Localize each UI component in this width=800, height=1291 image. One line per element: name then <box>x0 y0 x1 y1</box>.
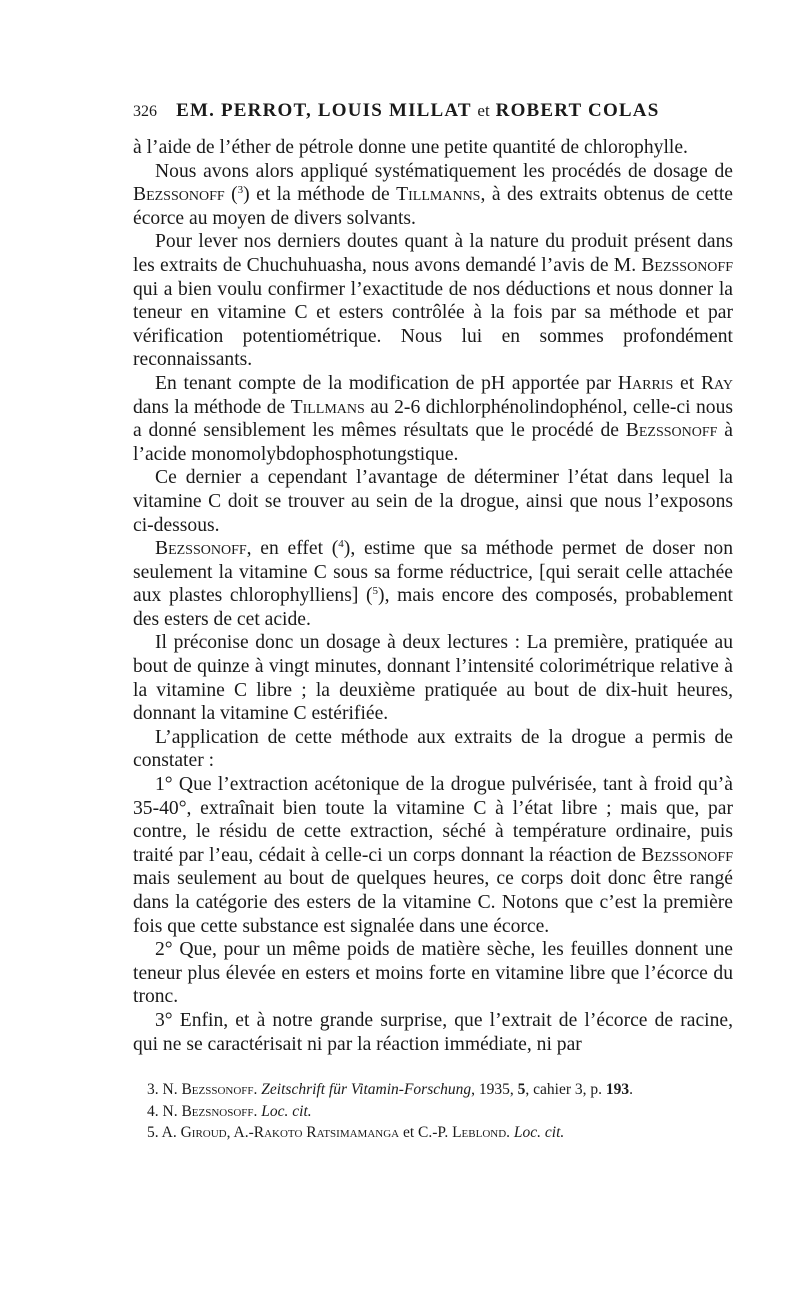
text-run: qui a bien voulu confirmer l’exactitude de nos déductions et nous donner la teneur en vitamine C et esters contrôlée à la fois par sa méthode et par vérification potentiométrique. Nous lui en sommes profondément reconnaissants. <box>133 278 733 371</box>
footnote-author: Leblond <box>452 1124 507 1141</box>
footnote-ref: 3 <box>237 184 244 197</box>
paragraph-11: 3° Enfin, et à notre grande surprise, que l’extrait de l’écorce de racine, qui ne se caractérisait ni par la réaction immédiate, ni par <box>133 1009 733 1055</box>
body-text <box>133 136 733 1056</box>
footnote-3 <box>147 1079 737 1101</box>
paragraph-8: L’application de cette méthode aux extraits de la drogue a permis de constater : <box>133 726 733 772</box>
author-name: Bezssonoff <box>155 538 247 560</box>
paragraph-4 <box>133 372 733 466</box>
footnote-author: Bezsnosoff <box>181 1102 254 1120</box>
footnote-5 <box>147 1122 737 1144</box>
footnote-title: Loc. cit. <box>513 1124 565 1141</box>
page-number: 326 <box>133 103 157 120</box>
footnote-ref: 5 <box>372 585 379 598</box>
footnote-4 <box>147 1101 737 1123</box>
footnote-title: Zeitschrift für Vitamin-Forschung <box>261 1081 472 1098</box>
running-head-author-last: ROBERT COLAS <box>495 100 660 121</box>
text-run: En tenant compte de la modification de pH apportée par <box>155 372 618 394</box>
text-run: dans la méthode de <box>133 396 291 418</box>
footnote-number: 5. A. <box>147 1124 181 1141</box>
text-run: à l’acide monomolybdophosphotungstique. <box>133 420 733 465</box>
text-run: 1° Que l’extraction acétonique de la drogue pulvérisée, tant à froid qu’à 35-40°, extraînait bien toute la vitamine C à l’état libre ; mais que, par contre, le résidu de cette extraction, séché à température ordinaire, puis traité par l’eau, cédait à celle-ci un corps donnant la réaction de <box>133 774 733 866</box>
paragraph-6 <box>133 537 733 631</box>
text-run: . <box>629 1081 633 1098</box>
author-name: Bezssonoff <box>641 254 733 276</box>
footnote-ref: 4 <box>338 538 344 551</box>
text-run: ), estime que sa méthode permet de doser non seulement la vitamine C sous sa forme réductrice, [qui serait celle attachée aux plastes chlorophylliens] ( <box>133 538 733 607</box>
text-run: et la méthode de <box>249 184 397 206</box>
footnotes <box>147 1079 737 1144</box>
footnote-title: Loc. cit. <box>261 1102 312 1120</box>
paragraph-10: 2° Que, pour un même poids de matière sèche, les feuilles donnent une teneur plus élevée en esters et moins forte en vitamine libre que l’écorce du tronc. <box>133 939 733 1008</box>
footnote-author: Rakoto Ratsimamanga <box>253 1124 400 1141</box>
footnote-author: Bezssonoff <box>181 1081 254 1098</box>
text-run: , cahier 3, p. <box>525 1081 606 1098</box>
text-run: . <box>253 1081 262 1098</box>
text-run: Pour lever nos derniers doutes quant à la nature du produit présent dans les extraits de Chuchuhuasha, nous avons demandé l’avis de M. <box>133 231 733 276</box>
text-run: Nous avons alors appliqué systématiquement les procédés de dosage de <box>155 160 733 182</box>
footnote-page: 193 <box>605 1081 630 1098</box>
paragraph-5: Ce dernier a cependant l’avantage de déterminer l’état dans lequel la vitamine C doit se trouver au sein de la drogue, ainsi que nous l’exposons ci-dessous. <box>133 467 733 536</box>
author-name: Bezssonoff <box>133 184 225 206</box>
text-run: mais seulement au bout de quelques heures, ce corps doit donc être rangé dans la catégorie des esters de la vitamine C. Notons que c’est la première fois que cette substance est signalée dans une écorce. <box>133 868 733 937</box>
text-run: au 2-6 dichlorphénolindophénol, celle-ci nous a donné sensiblement les mêmes résultats que le procédé de <box>133 396 733 442</box>
text-run: , A.- <box>226 1124 254 1141</box>
author-name: Ray <box>700 372 733 394</box>
paragraph-1: à l’aide de l’éther de pétrole donne une petite quantité de chlorophylle. <box>133 137 688 158</box>
text-run: ), mais encore des composés, probablement des esters de cet acide. <box>133 585 733 630</box>
footnote-number: 4. N. <box>147 1102 182 1120</box>
paragraph-3 <box>133 230 733 372</box>
author-name: Tillmanns <box>396 184 481 206</box>
author-name: Bezssonoff <box>625 420 718 442</box>
footnote-number: 3. N. <box>147 1081 182 1098</box>
text-run: , à des extraits obtenus de cette écorce au moyen de divers solvants. <box>133 184 733 229</box>
footnote-volume: 5 <box>517 1081 526 1098</box>
text-run: . <box>506 1124 514 1141</box>
running-head-et: et <box>477 101 490 120</box>
running-header <box>133 98 733 124</box>
paragraph-7: Il préconise donc un dosage à deux lectures : La première, pratiquée au bout de quinze à vingt minutes, donnant l’intensité colorimétrique relative à la vitamine C libre ; la deuxième pratiquée au bout de dix-huit heures, donnant la vitamine C estérifiée. <box>133 632 733 725</box>
text-run: et C.-P. <box>399 1124 453 1141</box>
author-name: Tillmans <box>290 396 365 418</box>
text-run: et <box>673 372 701 394</box>
text-run: . <box>253 1102 262 1120</box>
author-name: Harris <box>617 372 674 394</box>
author-name: Bezssonoff <box>641 844 733 866</box>
footnote-author: Giroud <box>180 1124 227 1141</box>
paragraph-2: Nous avons alors appliqué systématiquement les procédés de dosage de Bezssonoff ($^3$) et la méthode de Tillmanns, à des extraits obtenus de cette écorce au moyen de divers solvants. <box>133 160 733 229</box>
text-run: , en effet ( <box>246 538 339 560</box>
running-head <box>176 100 659 121</box>
paragraph-9 <box>133 773 733 938</box>
text-run: , 1935, <box>471 1081 518 1098</box>
running-head-authors: EM. PERROT, LOUIS MILLAT <box>176 100 472 121</box>
